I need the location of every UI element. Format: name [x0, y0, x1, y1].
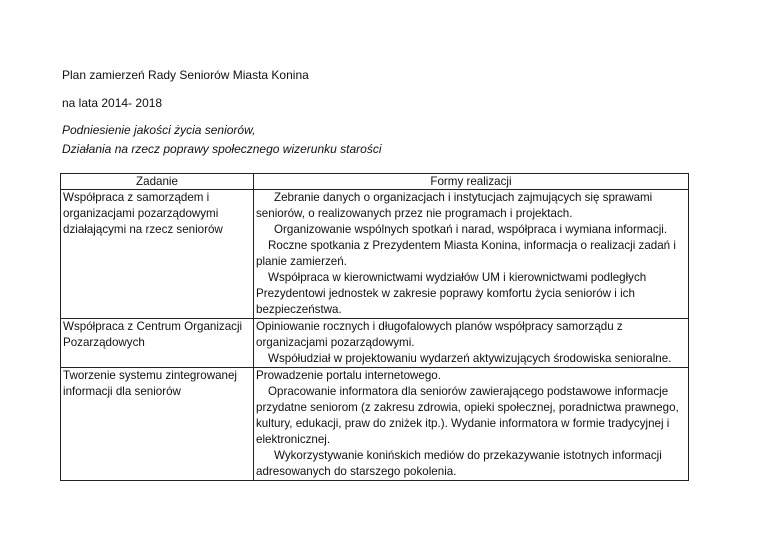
form-item: Współudział w projektowaniu wydarzeń aktywizujących środowiska senioralne.	[268, 352, 672, 365]
forms-cell	[254, 368, 689, 481]
table-row	[61, 190, 689, 319]
form-item: Roczne spotkania z Prezydentem Miasta Konina, informacja o realizacji zadań i planie zamierzeń.	[256, 239, 676, 268]
form-item: Opiniowanie rocznych i długofalowych planów współpracy samorządu z organizacjami pozarządowymi.	[256, 320, 623, 349]
form-item: Prowadzenie portalu internetowego.	[256, 369, 441, 382]
form-item: Organizowanie wspólnych spotkań i narad, współpraca i wymiana informacji.	[274, 223, 668, 236]
form-item: Współpraca w kierownictwami wydziałów UM i kierownictwami podległych Prezydentowi jednostek w zakresie poprawy komfortu życia seniorów i ich bezpieczeństwa.	[256, 271, 647, 316]
task-cell: Współpraca z samorządem i organizacjami pozarządowymi działającymi na rzecz seniorów	[61, 190, 254, 319]
document-subtitle-1: Podniesienie jakości życia seniorów,	[62, 123, 256, 137]
header-forms: Formy realizacji	[254, 174, 689, 190]
header-task: Zadanie	[61, 174, 254, 190]
document-title: Plan zamierzeń Rady Seniorów Miasta Konina	[62, 68, 309, 82]
form-item: Zebranie danych o organizacjach i instytucjach zajmujących się sprawami seniorów, o realizowanych przez nie programach i projektach.	[256, 191, 653, 220]
forms-cell	[254, 319, 689, 368]
plan-table	[60, 173, 689, 481]
table-header-row	[61, 174, 689, 190]
table-row	[61, 319, 689, 368]
task-cell: Tworzenie systemu zintegrowanej informacji dla seniorów	[61, 368, 254, 481]
form-item: Wykorzystywanie konińskich mediów do przekazywanie istotnych informacji adresowanych do starszego pokolenia.	[256, 449, 662, 478]
forms-cell	[254, 190, 689, 319]
document-years: na lata 2014- 2018	[62, 96, 163, 110]
task-cell: Współpraca z Centrum Organizacji Pozarządowych	[61, 319, 254, 368]
document-subtitle-2: Działania na rzecz poprawy społecznego wizerunku starości	[62, 142, 382, 156]
form-item: Opracowanie informatora dla seniorów zawierającego podstawowe informacje przydatne seniorom (z zakresu zdrowia, opieki społecznej, poradnictwa prawnego, kultury, edukacji, praw do zniżek itp.). Wydanie informatora w formie tradycyjnej i elektronicznej.	[256, 385, 679, 446]
table-row	[61, 368, 689, 481]
